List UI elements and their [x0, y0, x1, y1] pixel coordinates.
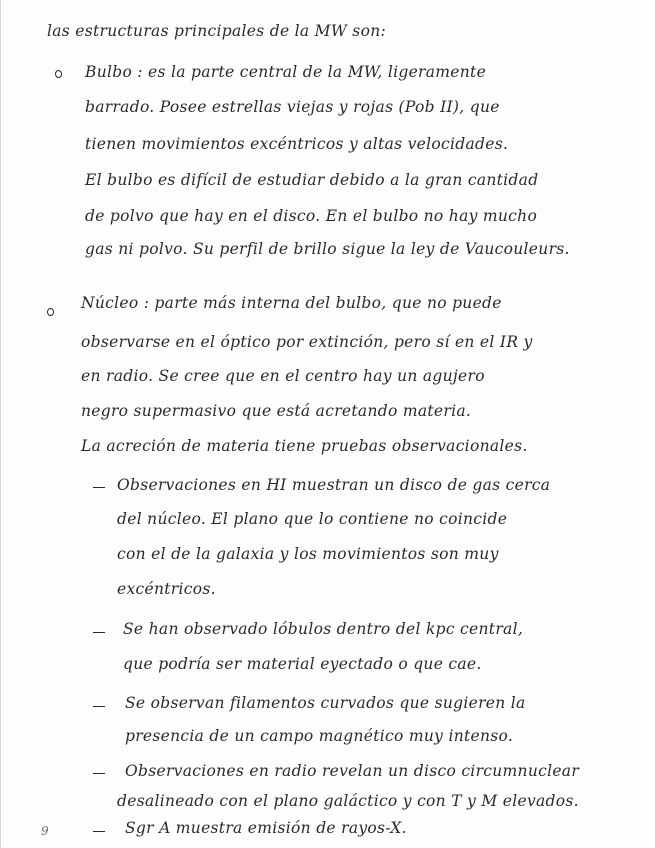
- evidence-3-line-2: presencia de un campo magnético muy intenso.: [125, 727, 514, 745]
- evidence-3-line-1: Se observan filamentos curvados que sugieren la: [125, 694, 526, 712]
- evidence-4-line-2: desalineado con el plano galáctico y con T y M elevados.: [117, 792, 579, 810]
- intro-line: las estructuras principales de la MW son:: [47, 22, 387, 40]
- evidence-1-line-1: Observaciones en HI muestran un disco de gas cerca: [117, 476, 551, 494]
- evidence-2-line-2: que podría ser material eyectado o que cae.: [123, 655, 482, 673]
- bulbo-line-1: Bulbo : es la parte central de la MW, ligeramente: [85, 63, 487, 81]
- nucleo-line-3: en radio. Se cree que en el centro hay un agujero: [81, 367, 485, 385]
- nucleo-line-5: La acreción de materia tiene pruebas observacionales.: [81, 437, 528, 455]
- bulbo-line-3: tienen movimientos excéntricos y altas velocidades.: [85, 135, 509, 153]
- bulbo-line-2: barrado. Posee estrellas viejas y rojas (Pob II), que: [85, 98, 500, 116]
- nucleo-line-4: negro supermasivo que está acretando materia.: [81, 402, 472, 420]
- evidence-2-line-1: Se han observado lóbulos dentro del kpc central,: [123, 620, 524, 638]
- nucleo-line-2: observarse en el óptico por extinción, pero sí en el IR y: [81, 333, 533, 351]
- evidence-1-line-4: excéntricos.: [117, 580, 216, 598]
- evidence-4-line-1: Observaciones en radio revelan un disco circumnuclear: [125, 762, 580, 780]
- evidence-1-dash-icon: [93, 487, 105, 488]
- bulbo-line-5: de polvo que hay en el disco. En el bulbo no hay mucho: [85, 207, 538, 225]
- nucleo-bullet-icon: [47, 308, 54, 316]
- evidence-3-dash-icon: [93, 706, 105, 707]
- evidence-5-line-1: Sgr A muestra emisión de rayos-X.: [125, 819, 407, 837]
- evidence-2-dash-icon: [93, 632, 105, 633]
- evidence-1-line-3: con el de la galaxia y los movimientos son muy: [117, 545, 499, 563]
- evidence-1-line-2: del núcleo. El plano que lo contiene no coincide: [117, 510, 508, 528]
- evidence-4-dash-icon: [93, 773, 105, 774]
- bulbo-line-4: El bulbo es difícil de estudiar debido a la gran cantidad: [85, 171, 539, 189]
- evidence-5-dash-icon: [93, 831, 105, 832]
- bulbo-line-6: gas ni polvo. Su perfil de brillo sigue la ley de Vaucouleurs.: [85, 240, 570, 258]
- page-number: 9: [41, 824, 49, 838]
- nucleo-line-1: Núcleo : parte más interna del bulbo, que no puede: [81, 294, 502, 312]
- bulbo-bullet-icon: [55, 70, 62, 78]
